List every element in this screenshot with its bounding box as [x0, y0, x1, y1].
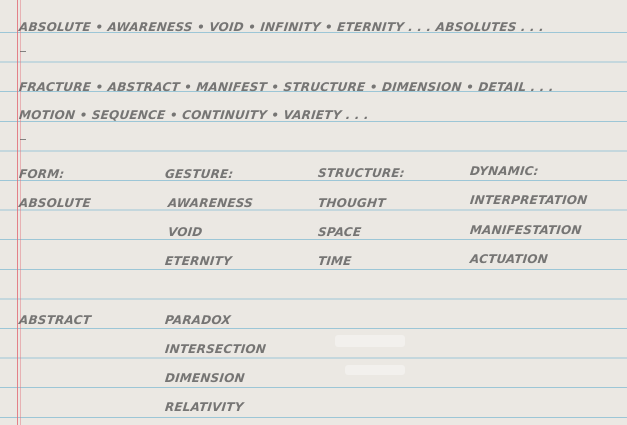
eraser-smudge: [335, 335, 405, 347]
dynamic-item: INTERPRETATION: [469, 193, 589, 207]
intro-line-3: MOTION • SEQUENCE • CONTINUITY • VARIETY . . .: [18, 108, 370, 122]
dynamic-item: ACTUATION: [469, 252, 549, 266]
header-gesture: GESTURE:: [164, 167, 235, 181]
dash-mark-1: [20, 51, 26, 52]
intro-line-2: FRACTURE • ABSTRACT • MANIFEST • STRUCTURE • DIMENSION • DETAIL . . .: [18, 80, 555, 94]
gesture-item: AWARENESS: [167, 196, 254, 210]
gesture-item: ETERNITY: [164, 254, 233, 268]
gesture-item: VOID: [167, 225, 204, 239]
structure-item: TIME: [317, 254, 353, 268]
header-dynamic: DYNAMIC:: [469, 164, 540, 178]
margin-line: [17, 0, 18, 425]
dynamic-item: MANIFESTATION: [469, 223, 583, 237]
structure-item: THOUGHT: [317, 196, 387, 210]
gesture-item: PARADOX: [164, 313, 232, 327]
form-abstract: ABSTRACT: [18, 313, 92, 327]
gesture-item: RELATIVITY: [164, 400, 245, 414]
margin-line-secondary: [20, 0, 21, 425]
form-absolute: ABSOLUTE: [18, 196, 92, 210]
gesture-item: INTERSECTION: [164, 342, 267, 356]
eraser-smudge: [345, 365, 405, 375]
gesture-item: DIMENSION: [164, 371, 246, 385]
header-structure: STRUCTURE:: [317, 166, 406, 180]
intro-line-1: ABSOLUTE • AWARENESS • VOID • INFINITY • ETERNITY . . . ABSOLUTES . . .: [18, 20, 545, 34]
structure-item: SPACE: [317, 225, 363, 239]
header-form: FORM:: [18, 167, 66, 181]
dash-mark-2: [20, 139, 26, 140]
